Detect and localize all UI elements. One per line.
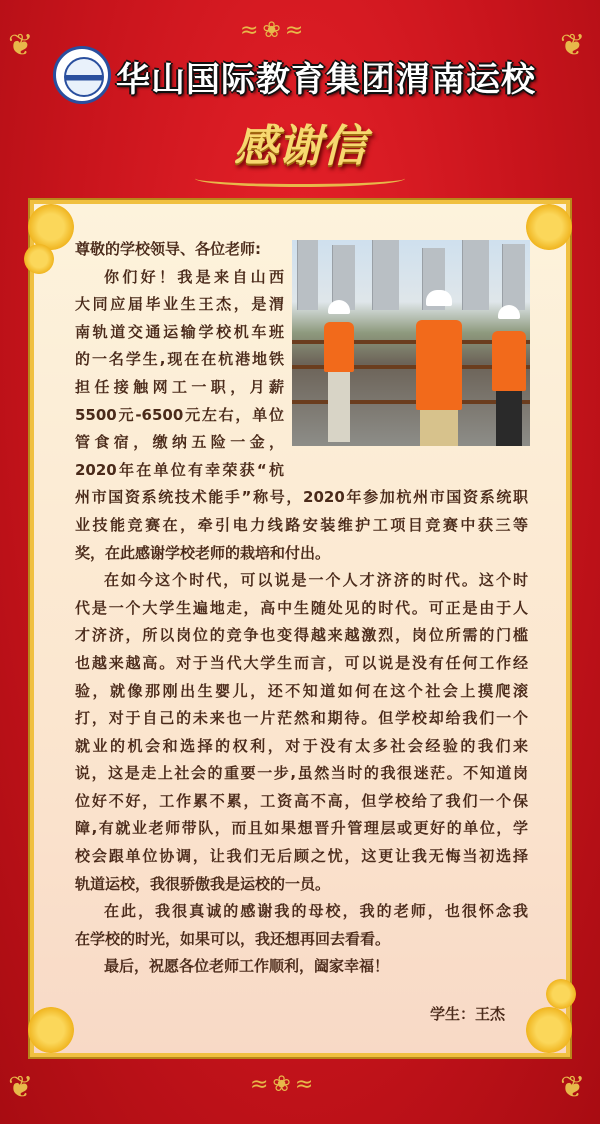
text-line: 才济济，所以岗位的竞争也变得越来越激烈，岗位所需的门槛 [75,626,528,645]
salutation: 尊敬的学校领导、各位老师: [75,240,261,258]
text-line: 在学校的时光，如果可以，我还想再回去看看。 [75,929,391,948]
text-line: 的一名学生,现在在杭港地铁 [75,350,284,369]
top-center-ornament: ≈❀≈ [240,18,308,43]
text-line: 5500元-6500元左右，单位 [75,405,284,424]
corner-ornament-top-left: ❦ [8,28,34,63]
closing-line: 最后，祝愿各位老师工作顺利，阖家幸福！ [104,957,390,976]
cloud-ornament [546,979,576,1009]
corner-ornament-bottom-left: ❦ [8,1070,34,1105]
text-line: 在如今这个时代，可以说是一个人才济济的时代。这个时 [104,571,528,590]
text-line: 担任接触网工一职，月薪 [75,377,284,396]
signature: 学生：王杰 [430,1005,506,1023]
letter-title: 感谢信 [234,121,366,172]
text-line: 奖，在此感谢学校老师的栽培和付出。 [75,543,331,562]
cloud-ornament [28,204,74,250]
cloud-ornament [526,1007,572,1053]
text-line: 位好不好，工作累不累，工资高不高，但学校给了我们一个保 [75,791,528,810]
text-line: 障,有就业老师带队，而且如果想晋升管理层或更好的单位，学 [75,819,528,838]
school-name: 华山国际教育集团渭南运校 [116,60,536,100]
text-line: 2020年在单位有幸荣获“杭 [75,460,284,479]
text-line: 也越来越高。对于当代大学生而言，可以说是没有任何工作经 [75,653,528,672]
cloud-ornament [526,204,572,250]
school-logo [53,46,111,104]
bottom-center-ornament: ≈❀≈ [250,1072,318,1097]
text-line: 州市国资系统技术能手”称号，2020年参加杭州市国资系统职 [75,488,528,507]
text-line: 验，就像那刚出生婴儿，还不知道如何在这个社会上摸爬滚 [75,681,528,700]
text-line: 你们好！我是来自山西 [104,267,284,286]
corner-ornament-top-right: ❦ [560,28,586,63]
text-line: 大同应届毕业生王杰，是渭 [75,295,284,314]
text-line: 在此，我很真诚的感谢我的母校，我的老师，也很怀念我 [104,902,528,921]
text-line: 代是一个大学生遍地走，高中生随处见的时代。可正是由于人 [75,598,528,617]
text-line: 南轨道交通运输学校机车班 [75,322,284,341]
cloud-ornament [28,1007,74,1053]
text-line: 轨道运校，我很骄傲我是运校的一员。 [75,874,331,893]
cloud-ornament [24,244,54,274]
text-line: 打，对于自己的未来也一片茫然和期待。但学校却给我们一个 [75,709,528,728]
text-line: 校会跟单位协调，让我们无后顾之忧，这更让我无悔当初选择 [75,847,528,866]
letter-body [75,236,528,981]
title-swirl-ornament [195,170,405,187]
corner-ornament-bottom-right: ❦ [560,1070,586,1105]
text-line: 业技能竞赛在，牵引电力线路安装维护工项目竞赛中获三等 [75,515,528,534]
text-line: 就业的机会和选择的权利，对于没有太多社会经验的我们来 [75,736,528,755]
text-line: 管食宿，缴纳五险一金， [75,433,284,452]
text-line: 说，这是走上社会的重要一步,虽然当时的我很迷茫。不知道岗 [75,764,528,783]
